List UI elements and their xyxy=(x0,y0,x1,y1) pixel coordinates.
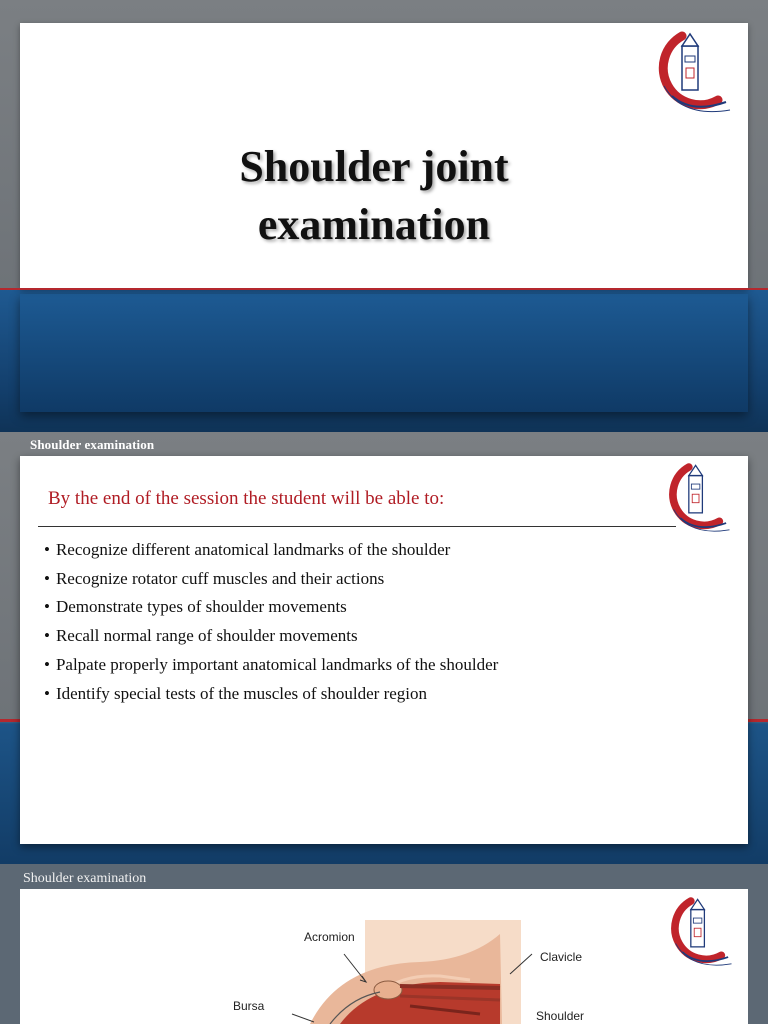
logo-text xyxy=(640,120,760,121)
list-item: • Recall normal range of shoulder movements xyxy=(44,626,358,646)
list-item: • Palpate properly important anatomical landmarks of the shoulder xyxy=(44,654,499,674)
university-logo-icon xyxy=(652,30,736,122)
list-item: • Recognize different anatomical landmarks of the shoulder xyxy=(44,540,451,559)
slide-header: Shoulder examination xyxy=(23,871,147,886)
red-divider-right xyxy=(748,719,768,722)
slide-header: Shoulder examination xyxy=(30,437,155,452)
list-item: • Demonstrate types of shoulder movements xyxy=(44,597,347,617)
slide-title xyxy=(150,138,598,254)
label-bursa: Bursa xyxy=(233,999,265,1013)
logo-text xyxy=(640,964,760,965)
label-clavicle: Clavicle xyxy=(540,950,583,964)
anatomy-slide xyxy=(0,864,768,1024)
university-logo-icon xyxy=(660,462,738,540)
title-slide xyxy=(0,0,768,432)
red-divider xyxy=(0,288,768,290)
red-divider-left xyxy=(0,719,20,722)
title-line-1: Shoulder joint xyxy=(239,142,509,191)
blue-band-panel xyxy=(20,294,748,412)
title-line-2: examination xyxy=(257,200,491,249)
university-logo-icon xyxy=(662,896,740,974)
label-acromion: Acromion xyxy=(304,930,355,944)
label-shoulder: Shoulder xyxy=(536,1009,585,1023)
heading-rule xyxy=(38,526,676,527)
objectives-slide xyxy=(0,432,768,864)
logo-text xyxy=(640,532,760,533)
list-item: • Recognize rotator cuff muscles and their actions xyxy=(44,568,385,588)
list-item: • Identify special tests of the muscles of shoulder region xyxy=(44,683,428,703)
objectives-heading: By the end of the session the student will be able to: xyxy=(48,488,445,509)
objectives-list xyxy=(44,536,498,708)
